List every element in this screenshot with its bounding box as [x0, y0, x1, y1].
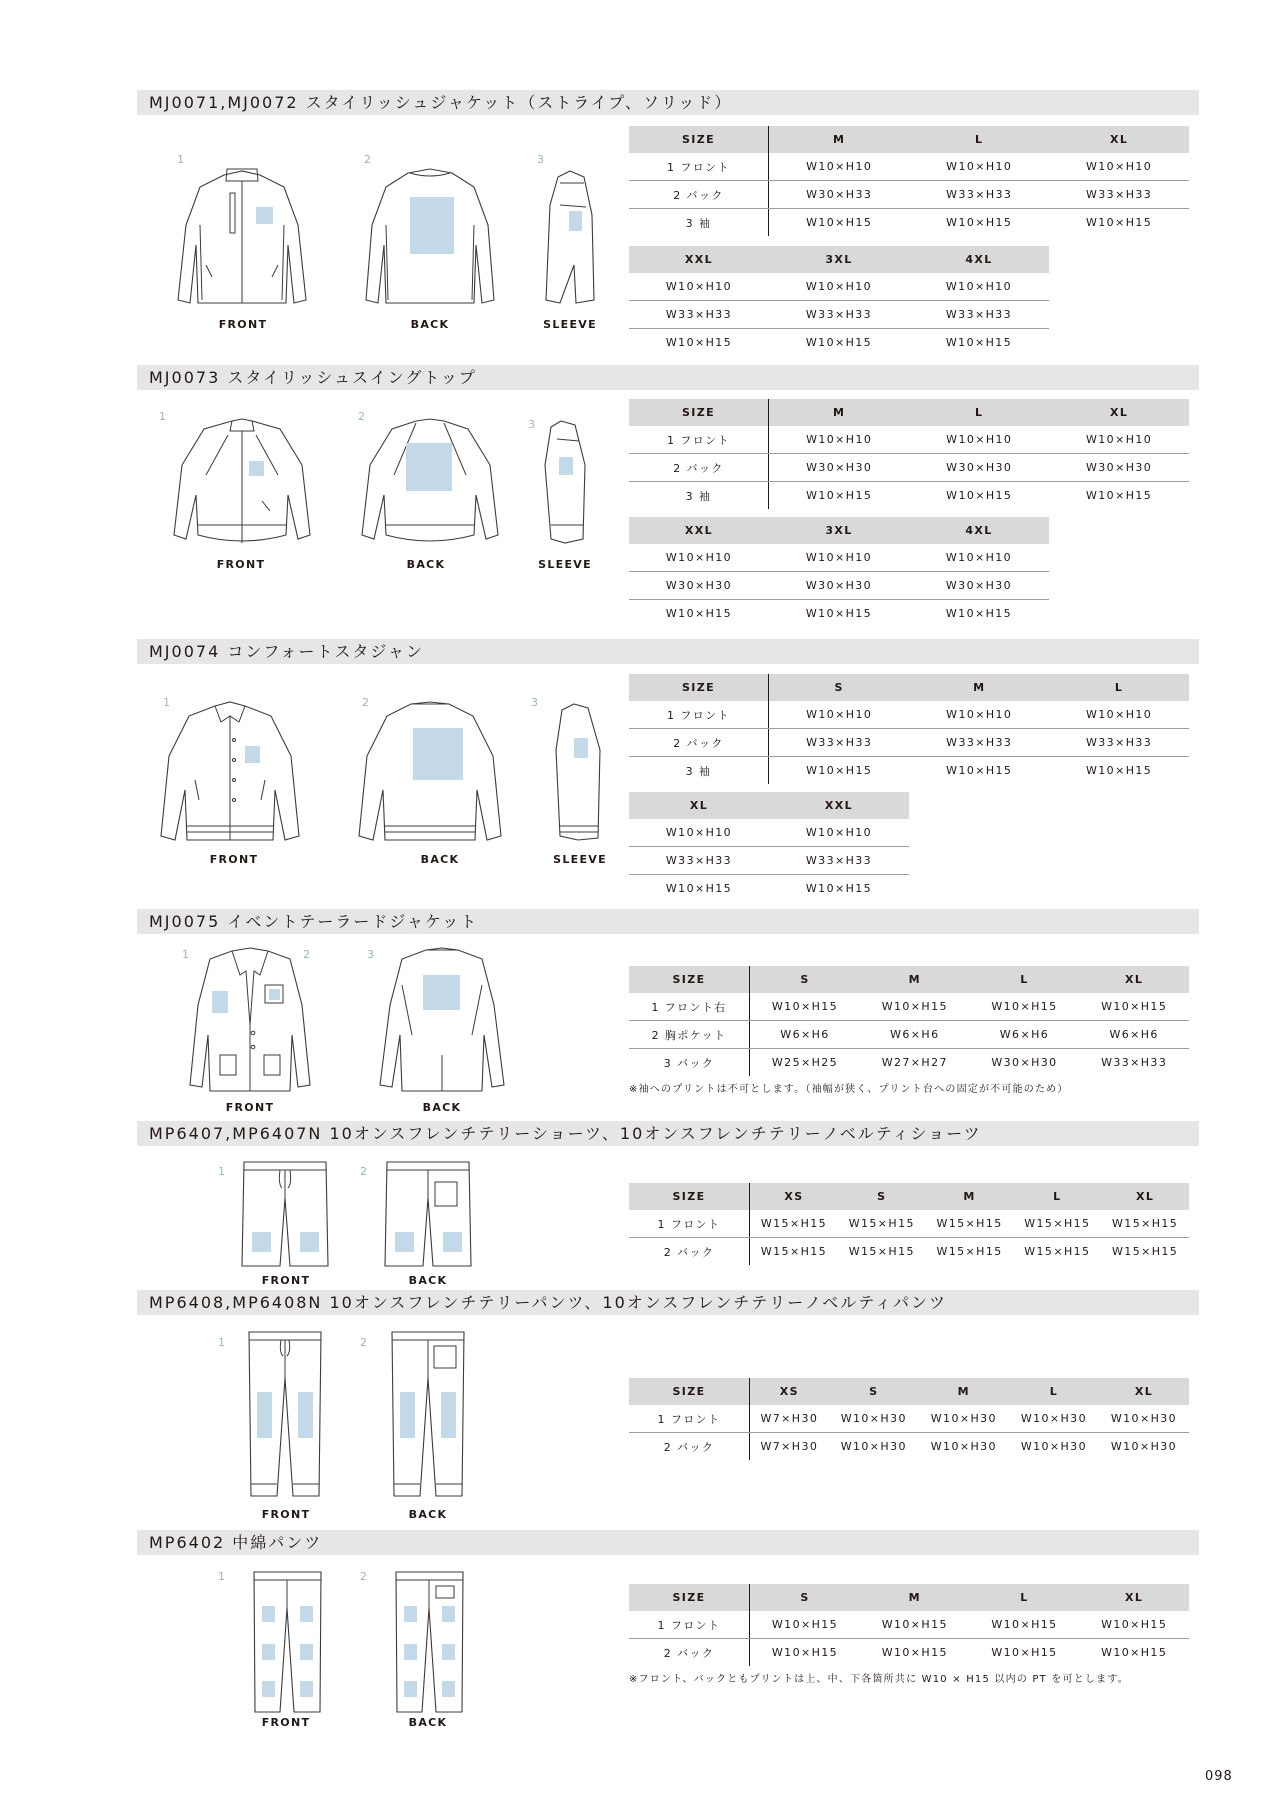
table-row — [629, 273, 1049, 301]
table-header-cell: S — [750, 966, 860, 993]
tailored-jacket-front-illustration — [180, 945, 320, 1100]
table-header-cell: XL — [1049, 126, 1189, 153]
table-cell: W10×H15 — [665, 882, 733, 895]
table-header-cell: XL — [1099, 1378, 1189, 1405]
zone-number: 2 — [360, 1165, 367, 1178]
pants-front-illustration — [245, 1328, 325, 1503]
table-cell: W30×H30 — [629, 572, 769, 600]
table-cell: 3 袖 — [629, 482, 769, 510]
print-zone — [442, 1681, 455, 1697]
table-row — [629, 399, 1189, 426]
table-row — [629, 246, 1049, 273]
table-cell: W10×H15 — [1086, 216, 1153, 229]
table-cell: W30×H30 — [909, 572, 1049, 600]
table-cell: W10×H15 — [1101, 1646, 1168, 1659]
view-label-back: BACK — [408, 1508, 448, 1521]
jacket-sleeve-illustration — [540, 165, 600, 310]
table-cell: 1 フロント — [629, 153, 769, 181]
shorts-front-illustration — [240, 1158, 330, 1270]
table-header-cell: M — [926, 1183, 1014, 1210]
table-cell: W10×H30 — [829, 1405, 919, 1433]
print-zone — [300, 1681, 313, 1697]
table-cell: 3 袖 — [629, 209, 769, 237]
table-cell: W33×H33 — [1049, 181, 1189, 209]
swingtop-sleeve-illustration — [535, 415, 595, 555]
table-row — [629, 1238, 1189, 1266]
print-zone — [262, 1681, 275, 1697]
table-cell: 2 バック — [629, 1433, 750, 1461]
table-cell: W10×H10 — [769, 426, 910, 454]
print-zone — [404, 1606, 417, 1622]
table-cell: W27×H27 — [881, 1056, 948, 1069]
table-header-cell: SIZE — [629, 1183, 750, 1210]
stadium-jacket-sleeve-illustration — [548, 700, 608, 850]
print-zone — [249, 461, 264, 476]
view-label-back: BACK — [408, 1274, 448, 1287]
table-cell: 3 袖 — [629, 757, 769, 785]
table-cell: W10×H15 — [805, 336, 873, 349]
table-header-cell: M — [860, 1584, 970, 1611]
print-zone — [404, 1681, 417, 1697]
table-row — [629, 1611, 1189, 1639]
table-cell: W7×H30 — [760, 1440, 819, 1453]
zone-number: 1 — [218, 1570, 225, 1583]
table-cell: W33×H33 — [629, 301, 769, 329]
table-cell: W30×H30 — [769, 454, 910, 482]
table-cell: W15×H15 — [936, 1245, 1003, 1258]
view-label-back: BACK — [410, 318, 450, 331]
print-zone — [252, 1232, 271, 1252]
table-header-cell: SIZE — [629, 674, 769, 701]
table-cell: W33×H33 — [909, 181, 1049, 209]
zone-number: 2 — [360, 1570, 367, 1583]
section-header — [137, 365, 1199, 390]
print-zone — [212, 991, 228, 1013]
table-header-cell: M — [769, 399, 910, 426]
print-zone — [269, 989, 280, 1000]
table-header-cell: SIZE — [629, 126, 769, 153]
size-table — [629, 966, 1189, 1076]
table-cell: W10×H15 — [665, 336, 733, 349]
print-zone — [257, 1392, 272, 1438]
table-row — [629, 1639, 1189, 1667]
table-cell: W6×H6 — [1079, 1021, 1189, 1049]
table-cell: W10×H15 — [806, 216, 873, 229]
table-cell: W15×H15 — [926, 1210, 1014, 1238]
table-cell: W15×H15 — [750, 1210, 838, 1238]
table-row — [629, 153, 1189, 181]
table-cell: W15×H15 — [1024, 1245, 1091, 1258]
table-cell: W10×H15 — [946, 764, 1013, 777]
table-cell: W33×H33 — [1049, 729, 1189, 757]
print-zone — [423, 975, 460, 1010]
section-header — [137, 639, 1199, 664]
table-cell: W10×H15 — [806, 764, 873, 777]
table-cell: 2 バック — [629, 454, 769, 482]
page-number: 098 — [1205, 1769, 1233, 1784]
table-row — [629, 701, 1189, 729]
table-cell: W30×H30 — [1049, 454, 1189, 482]
section-title: MJ0071,MJ0072 スタイリッシュジャケット（ストライプ、ソリッド） — [149, 93, 733, 112]
zone-number: 2 — [303, 948, 310, 961]
table-cell: 1 フロント — [629, 701, 769, 729]
table-cell: W10×H10 — [629, 819, 769, 847]
table-row — [629, 1433, 1189, 1461]
zone-number: 2 — [358, 410, 365, 423]
table-header-cell: L — [970, 966, 1080, 993]
table-cell: W15×H15 — [760, 1245, 828, 1258]
table-header-cell: M — [860, 966, 970, 993]
zone-number: 1 — [159, 410, 166, 423]
table-row — [629, 875, 909, 903]
table-cell: W10×H15 — [945, 607, 1013, 620]
table-header-cell: XXL — [629, 246, 769, 273]
zone-number: 2 — [362, 696, 369, 709]
table-row — [629, 1049, 1189, 1077]
table-header-cell: S — [769, 674, 910, 701]
table-row — [629, 966, 1189, 993]
table-cell: W10×H30 — [1020, 1440, 1087, 1453]
table-cell: W10×H10 — [909, 544, 1049, 572]
table-cell: W33×H33 — [629, 847, 769, 875]
section-header — [137, 1290, 1199, 1315]
table-header-cell: 4XL — [909, 517, 1049, 544]
table-cell: W10×H30 — [930, 1440, 997, 1453]
table-row — [629, 181, 1189, 209]
zone-number: 2 — [364, 153, 371, 166]
table-row — [629, 1021, 1189, 1049]
table-row — [629, 1378, 1189, 1405]
table-header-cell: 4XL — [909, 246, 1049, 273]
print-zone — [442, 1644, 455, 1660]
table-header-cell: XL — [1079, 966, 1189, 993]
table-cell: W10×H15 — [805, 882, 873, 895]
print-zone — [413, 728, 463, 780]
table-header-cell: 3XL — [769, 517, 909, 544]
table-cell: W10×H15 — [665, 607, 733, 620]
table-cell: W6×H6 — [970, 1021, 1080, 1049]
section-header — [137, 1530, 1199, 1555]
zone-number: 3 — [531, 696, 538, 709]
zone-number: 3 — [537, 153, 544, 166]
table-row — [629, 517, 1049, 544]
print-zone — [400, 1392, 415, 1438]
table-header-cell: S — [829, 1378, 919, 1405]
print-zone — [574, 738, 588, 758]
print-zone — [442, 1606, 455, 1622]
table-cell: W10×H15 — [750, 993, 860, 1021]
table-cell: W33×H33 — [769, 729, 910, 757]
print-zone — [256, 207, 273, 224]
table-cell: W10×H15 — [970, 993, 1080, 1021]
view-label-back: BACK — [406, 558, 446, 571]
tailored-jacket-back-illustration — [372, 945, 512, 1100]
padded-pants-front-illustration — [250, 1568, 325, 1718]
table-cell: W10×H30 — [1099, 1405, 1189, 1433]
print-zone — [406, 443, 452, 491]
table-cell: W10×H10 — [1049, 153, 1189, 181]
table-cell: W10×H15 — [1079, 993, 1189, 1021]
table-cell: 3 バック — [629, 1049, 750, 1077]
print-zone — [569, 211, 582, 231]
table-cell: 1 フロント — [629, 1405, 750, 1433]
print-zone — [395, 1232, 414, 1252]
table-cell: W30×H30 — [909, 454, 1049, 482]
section-title: MP6402 中綿パンツ — [149, 1533, 323, 1552]
table-cell: W6×H6 — [860, 1021, 970, 1049]
table-row — [629, 1183, 1189, 1210]
size-table — [629, 126, 1189, 236]
table-header-cell: SIZE — [629, 399, 769, 426]
table-cell: W10×H15 — [991, 1646, 1058, 1659]
section-title: MJ0074 コンフォートスタジャン — [149, 642, 425, 661]
print-zone — [410, 197, 454, 254]
table-header-cell: SIZE — [629, 1584, 750, 1611]
table-header-cell: XXL — [769, 792, 909, 819]
size-table — [629, 1183, 1189, 1265]
size-table — [629, 399, 1189, 509]
table-row — [629, 482, 1189, 510]
table-row — [629, 1210, 1189, 1238]
table-cell: W33×H33 — [769, 847, 909, 875]
table-cell: 2 バック — [629, 729, 769, 757]
table-header-cell: XS — [750, 1378, 829, 1405]
table-cell: W33×H33 — [1101, 1056, 1168, 1069]
table-cell: W33×H33 — [909, 729, 1049, 757]
table-header-cell: M — [919, 1378, 1009, 1405]
zone-number: 1 — [177, 153, 184, 166]
table-header-cell: L — [1009, 1378, 1099, 1405]
table-row — [629, 426, 1189, 454]
table-cell: W6×H6 — [750, 1021, 860, 1049]
table-header-cell: XL — [1101, 1183, 1189, 1210]
table-cell: W10×H15 — [1086, 764, 1153, 777]
size-table — [629, 674, 1189, 784]
table-row — [629, 792, 909, 819]
table-cell: W15×H15 — [1112, 1245, 1179, 1258]
table-header-cell: M — [769, 126, 910, 153]
table-cell: 1 フロント — [629, 426, 769, 454]
section-header — [137, 90, 1199, 115]
table-row — [629, 301, 1049, 329]
table-cell: W10×H30 — [840, 1440, 907, 1453]
print-zone — [300, 1232, 319, 1252]
table-cell: W10×H15 — [1079, 1611, 1189, 1639]
padded-pants-back-illustration — [392, 1568, 467, 1718]
table-header-cell: XL — [1049, 399, 1189, 426]
table-cell: 1 フロント右 — [629, 993, 750, 1021]
print-zone — [559, 457, 573, 475]
view-label-front: FRONT — [261, 1716, 311, 1729]
table-cell: W7×H30 — [750, 1405, 829, 1433]
table-cell: W33×H33 — [909, 301, 1049, 329]
table-header-cell: L — [1013, 1183, 1101, 1210]
zone-number: 1 — [182, 948, 189, 961]
size-table — [629, 1378, 1189, 1460]
shorts-back-illustration — [383, 1158, 473, 1270]
table-header-cell: SIZE — [629, 1378, 750, 1405]
table-row — [629, 729, 1189, 757]
zone-number: 1 — [163, 696, 170, 709]
table-header-cell: XL — [629, 792, 769, 819]
table-cell: 2 バック — [629, 181, 769, 209]
view-label-front: FRONT — [209, 853, 259, 866]
table-row — [629, 329, 1049, 357]
zone-number: 1 — [218, 1165, 225, 1178]
size-table — [629, 1584, 1189, 1666]
table-cell: W10×H10 — [769, 819, 909, 847]
table-cell: 1 フロント — [629, 1611, 750, 1639]
print-zone — [262, 1606, 275, 1622]
view-label-sleeve: SLEEVE — [553, 853, 607, 866]
table-row — [629, 126, 1189, 153]
table-cell: W10×H15 — [860, 993, 970, 1021]
table-row — [629, 1405, 1189, 1433]
table-row — [629, 819, 909, 847]
table-cell: W10×H10 — [629, 544, 769, 572]
print-zone — [443, 1232, 462, 1252]
table-cell: W10×H10 — [769, 273, 909, 301]
table-cell: W15×H15 — [848, 1245, 915, 1258]
table-cell: W10×H10 — [909, 153, 1049, 181]
section-header — [137, 909, 1199, 934]
swingtop-back-illustration — [358, 415, 503, 555]
table-cell: W10×H15 — [945, 336, 1013, 349]
table-row — [629, 209, 1189, 237]
print-zone — [404, 1644, 417, 1660]
table-cell: 2 バック — [629, 1238, 750, 1266]
table-cell: W10×H10 — [1049, 701, 1189, 729]
table-cell: W10×H30 — [1110, 1440, 1178, 1453]
table-header-cell: XXL — [629, 517, 769, 544]
table-cell: W10×H15 — [805, 607, 873, 620]
table-row — [629, 847, 909, 875]
print-zone — [245, 746, 260, 763]
table-row — [629, 1584, 1189, 1611]
table-cell: W30×H30 — [991, 1056, 1058, 1069]
table-cell: W10×H15 — [860, 1611, 970, 1639]
table-cell: W25×H25 — [771, 1056, 839, 1069]
print-zone — [300, 1644, 313, 1660]
table-cell: W10×H15 — [1086, 489, 1153, 502]
table-row — [629, 674, 1189, 701]
table-cell: W10×H15 — [750, 1611, 860, 1639]
table-header-cell: XS — [750, 1183, 838, 1210]
table-row — [629, 993, 1189, 1021]
table-header-cell: L — [1049, 674, 1189, 701]
table-cell: W10×H30 — [1009, 1405, 1099, 1433]
table-cell: W10×H10 — [629, 273, 769, 301]
table-header-cell: 3XL — [769, 246, 909, 273]
stadium-jacket-front-illustration — [155, 700, 305, 850]
view-label-back: BACK — [408, 1716, 448, 1729]
size-table-extended — [629, 792, 909, 902]
print-zone — [300, 1606, 313, 1622]
view-label-front: FRONT — [218, 318, 268, 331]
table-header-cell: M — [909, 674, 1049, 701]
zone-number: 3 — [367, 948, 374, 961]
print-zone — [262, 1644, 275, 1660]
table-cell: W10×H10 — [909, 273, 1049, 301]
table-cell: W10×H10 — [1049, 426, 1189, 454]
table-header-cell: L — [909, 126, 1049, 153]
zone-number: 1 — [218, 1336, 225, 1349]
table-cell: W10×H15 — [946, 489, 1013, 502]
view-label-back: BACK — [420, 853, 460, 866]
table-cell: W10×H15 — [806, 489, 873, 502]
zone-number: 3 — [528, 418, 535, 431]
table-row — [629, 454, 1189, 482]
table-cell: W10×H15 — [970, 1611, 1080, 1639]
view-label-front: FRONT — [261, 1274, 311, 1287]
table-cell: W10×H10 — [909, 426, 1049, 454]
print-zone — [298, 1392, 313, 1438]
table-header-cell: L — [909, 399, 1049, 426]
table-cell: W33×H33 — [769, 301, 909, 329]
swingtop-front-illustration — [170, 415, 315, 555]
table-cell: W30×H33 — [769, 181, 910, 209]
view-label-front: FRONT — [225, 1101, 275, 1114]
view-label-sleeve: SLEEVE — [538, 558, 592, 571]
table-header-cell: S — [750, 1584, 860, 1611]
table-cell: W15×H15 — [1013, 1210, 1101, 1238]
jacket-front-illustration — [172, 165, 312, 310]
section-header — [137, 1121, 1199, 1146]
view-label-front: FRONT — [261, 1508, 311, 1521]
zone-number: 2 — [360, 1336, 367, 1349]
table-row — [629, 757, 1189, 785]
table-cell: W15×H15 — [1101, 1210, 1189, 1238]
size-table-extended — [629, 517, 1049, 627]
table-cell: W10×H10 — [769, 544, 909, 572]
table-cell: 1 フロント — [629, 1210, 750, 1238]
table-cell: W10×H10 — [909, 701, 1049, 729]
table-row — [629, 600, 1049, 628]
table-cell: W10×H15 — [881, 1646, 948, 1659]
table-header-cell: SIZE — [629, 966, 750, 993]
table-header-cell: S — [838, 1183, 926, 1210]
section-title: MP6408,MP6408N 10オンスフレンチテリーパンツ、10オンスフレンチテリーノベルティパンツ — [149, 1293, 948, 1312]
stadium-jacket-back-illustration — [355, 700, 505, 850]
table-cell: W10×H15 — [771, 1646, 839, 1659]
view-label-front: FRONT — [216, 558, 266, 571]
section-title: MJ0075 イベントテーラードジャケット — [149, 912, 479, 931]
table-cell: 2 バック — [629, 1639, 750, 1667]
table-cell: W10×H15 — [946, 216, 1013, 229]
table-cell: W30×H30 — [769, 572, 909, 600]
section-title: MJ0073 スタイリッシュスイングトップ — [149, 368, 477, 387]
view-label-sleeve: SLEEVE — [543, 318, 597, 331]
table-cell: 2 胸ポケット — [629, 1021, 750, 1049]
table-row — [629, 544, 1049, 572]
table-cell: W10×H30 — [919, 1405, 1009, 1433]
table-header-cell: XL — [1079, 1584, 1189, 1611]
table-cell: W15×H15 — [838, 1210, 926, 1238]
section-title: MP6407,MP6407N 10オンスフレンチテリーショーツ、10オンスフレンチテリーノベルティショーツ — [149, 1124, 982, 1143]
table-header-cell: L — [970, 1584, 1080, 1611]
jacket-back-illustration — [360, 165, 500, 310]
pants-back-illustration — [388, 1328, 468, 1503]
print-note: ※袖へのプリントは不可とします。（袖幅が狭く、プリント台への固定が不可能のため） — [629, 1084, 1069, 1095]
size-table-extended — [629, 246, 1049, 356]
print-note: ※フロント、バックともプリントは上、中、下各箇所共に W10 × H15 以内の PT を可とします。 — [629, 1674, 1129, 1685]
view-label-back: BACK — [422, 1101, 462, 1114]
table-cell: W10×H10 — [769, 153, 910, 181]
table-row — [629, 572, 1049, 600]
table-cell: W10×H10 — [769, 701, 910, 729]
print-zone — [441, 1392, 456, 1438]
